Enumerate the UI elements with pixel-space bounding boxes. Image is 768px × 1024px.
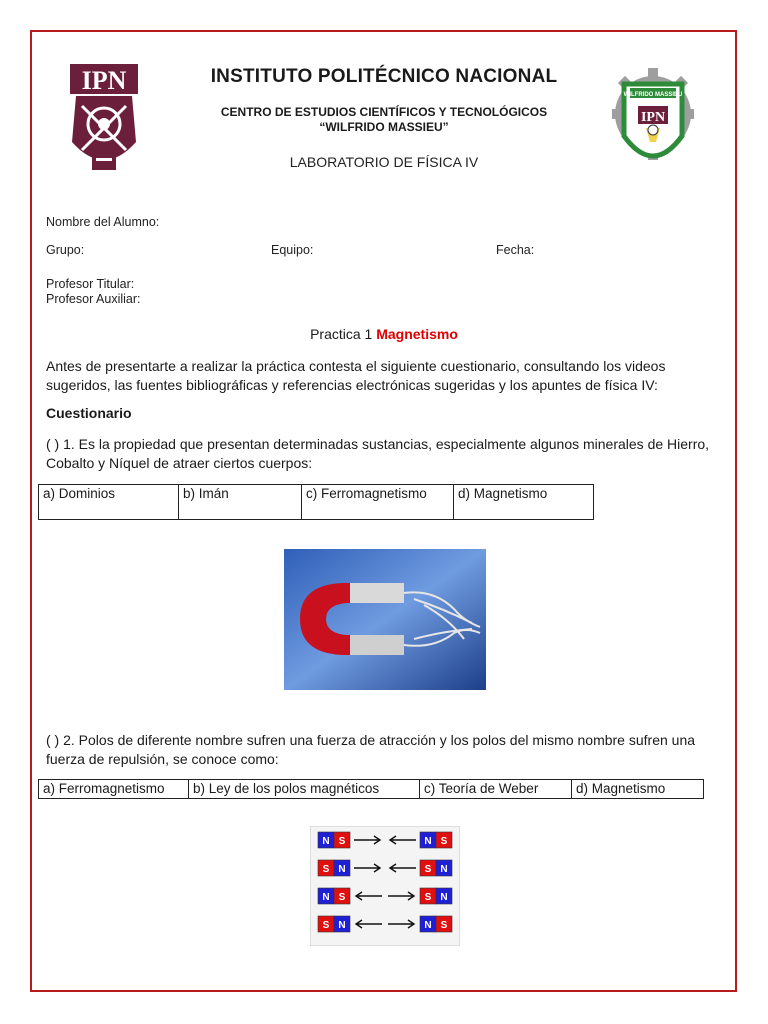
pole-label: S xyxy=(424,892,432,903)
assistant-label: Profesor Auxiliar: xyxy=(46,292,141,306)
questionnaire-heading: Cuestionario xyxy=(46,405,132,421)
question-2-options xyxy=(38,779,704,799)
pole-label: N xyxy=(322,892,330,903)
pole-label: N xyxy=(424,836,432,847)
magnetic-poles-diagram xyxy=(310,826,460,946)
emblem-top-text: WILFRIDO MASSIEU xyxy=(623,92,683,98)
institution-title: INSTITUTO POLITÉCNICO NACIONAL xyxy=(210,66,558,87)
emblem-center-text: IPN xyxy=(640,110,666,125)
option-b: b) Ley de los polos magnéticos xyxy=(189,780,420,799)
pole-label: N xyxy=(424,920,432,931)
pole-label: S xyxy=(424,864,432,875)
option-a: a) Dominios xyxy=(39,485,179,520)
group-label: Grupo: xyxy=(46,243,85,257)
pole-label: S xyxy=(322,920,330,931)
pole-label: S xyxy=(440,920,448,931)
intro-paragraph: Antes de presentarte a realizar la práctica contesta el siguiente cuestionario, consultando los videos sugeridos, las fuentes bibliográficas y referencias electrónicas sugeridas y los apuntes de física IV: xyxy=(46,358,666,393)
pole-label: S xyxy=(338,836,346,847)
pole-label: S xyxy=(338,892,346,903)
student-name-label: Nombre del Alumno: xyxy=(46,215,160,229)
practice-name: Magnetismo xyxy=(376,326,458,342)
option-c: c) Teoría de Weber xyxy=(420,780,572,799)
practice-prefix: Practica 1 xyxy=(310,326,373,342)
practice-title xyxy=(0,326,768,342)
pole-label: N xyxy=(440,892,448,903)
option-d: d) Magnetismo xyxy=(572,780,704,799)
pole-label: N xyxy=(338,920,346,931)
question-1-options xyxy=(38,484,594,520)
professor-label: Profesor Titular: xyxy=(46,277,135,291)
option-b: b) Imán xyxy=(179,485,302,520)
school-name: “WILFRIDO MASSIEU” xyxy=(319,120,449,134)
pole-label: N xyxy=(338,864,346,875)
ipn-logo-text: IPN xyxy=(81,66,127,95)
pole-label: S xyxy=(322,864,330,875)
option-c: c) Ferromagnetismo xyxy=(302,485,454,520)
lab-name: LABORATORIO DE FÍSICA IV xyxy=(289,154,479,170)
horseshoe-magnet-image xyxy=(284,549,486,690)
center-name: CENTRO DE ESTUDIOS CIENTÍFICOS Y TECNOLÓGICOS xyxy=(220,105,548,119)
date-label: Fecha: xyxy=(496,243,535,257)
option-d: d) Magnetismo xyxy=(454,485,594,520)
pole-label: N xyxy=(322,836,330,847)
team-label: Equipo: xyxy=(271,243,314,257)
question-1-text: ( ) 1. Es la propiedad que presentan determinadas sustancias, especialmente algunos minerales de Hierro, Cobalto y Níquel de atraer ciertos cuerpos: xyxy=(46,436,710,471)
option-a: a) Ferromagnetismo xyxy=(39,780,189,799)
pole-label: S xyxy=(440,836,448,847)
pole-label: N xyxy=(440,864,448,875)
question-2-text: ( ) 2. Polos de diferente nombre sufren una fuerza de atracción y los polos del mismo nombre sufren una fuerza de repulsión, se conoce como: xyxy=(46,732,696,767)
